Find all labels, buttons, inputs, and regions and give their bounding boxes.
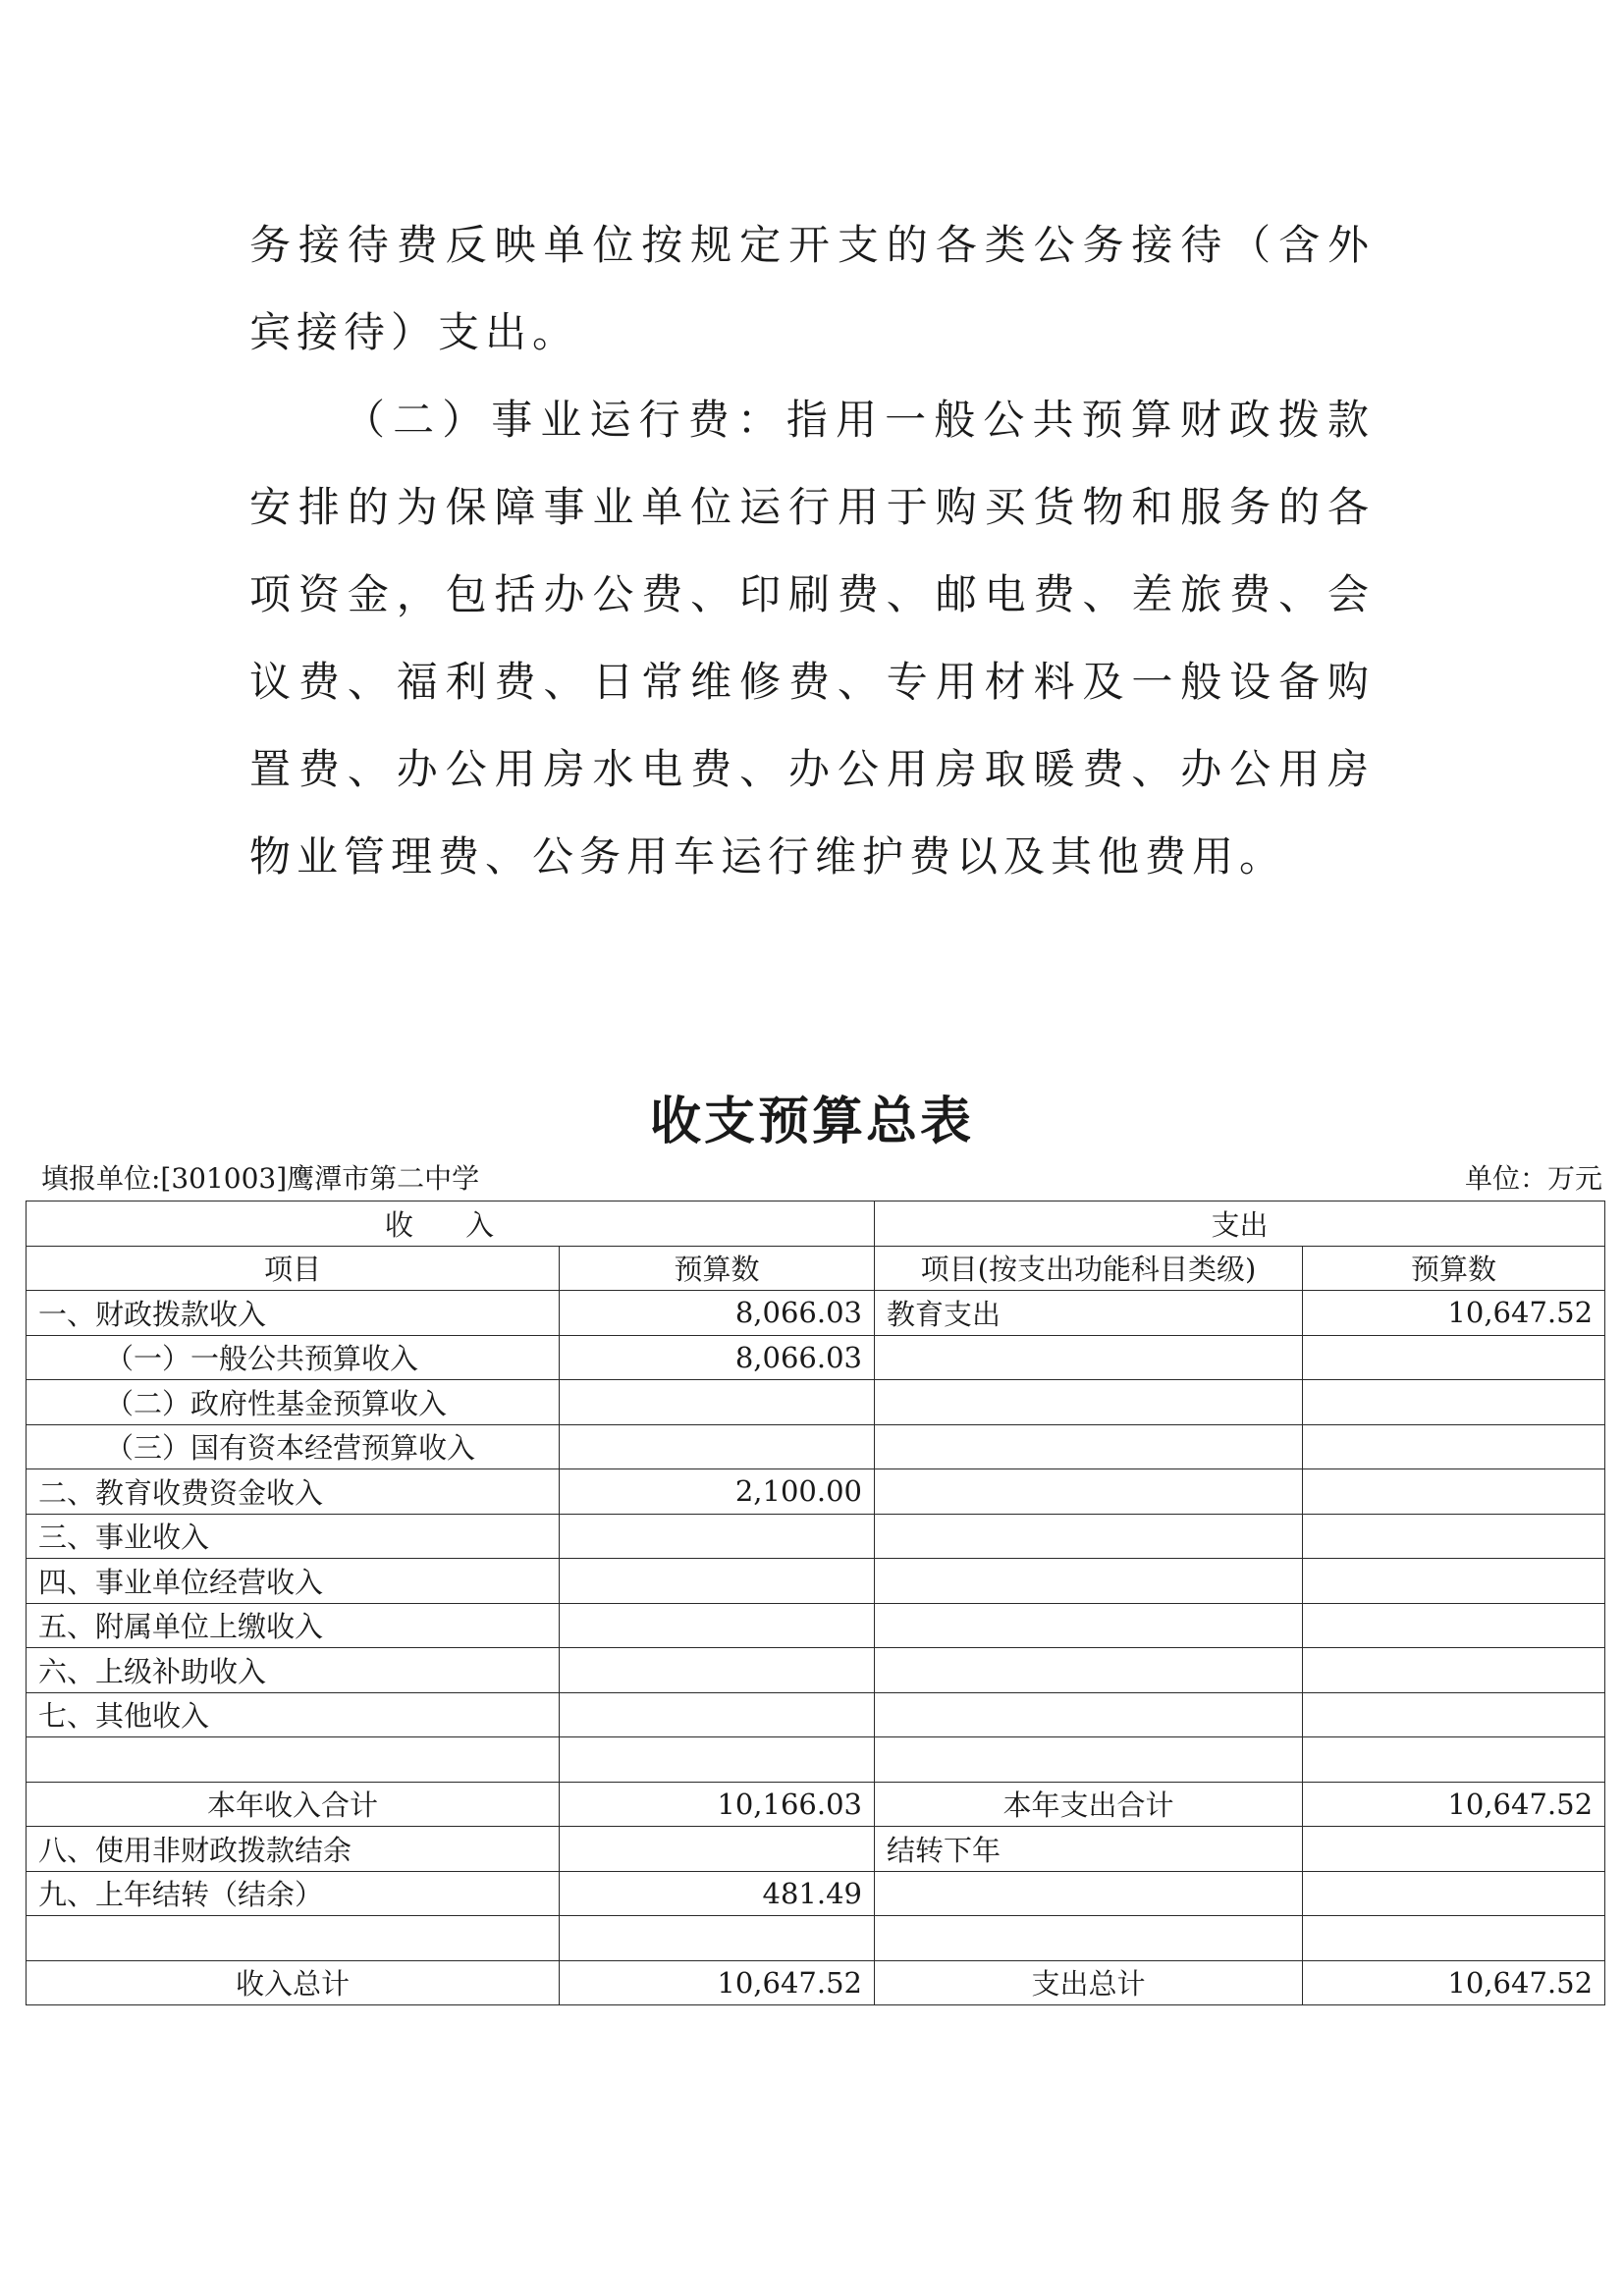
expense-budget-header: 预算数 <box>1303 1246 1605 1291</box>
expense-total-value: 10,647.52 <box>1303 1960 1605 2005</box>
expense-item: 结转下年 <box>875 1827 1303 1872</box>
income-section-header: 收 入 <box>27 1201 875 1247</box>
table-row <box>27 1871 1605 1916</box>
table-title: 收支预算总表 <box>649 1093 974 1151</box>
table-row <box>27 1291 1605 1336</box>
expense-item <box>875 1514 1303 1559</box>
table-row <box>27 1469 1605 1515</box>
expense-value <box>1303 1737 1605 1783</box>
expense-value <box>1303 1335 1605 1380</box>
expense-value: 10,647.52 <box>1303 1291 1605 1336</box>
expense-value <box>1303 1559 1605 1604</box>
table-row <box>27 1648 1605 1693</box>
expense-value <box>1303 1871 1605 1916</box>
expense-item <box>875 1916 1303 1961</box>
table-section-header <box>27 1201 1605 1247</box>
income-item: （一）一般公共预算收入 <box>27 1335 560 1380</box>
income-value <box>560 1424 875 1469</box>
income-item: （二）政府性基金预算收入 <box>27 1380 560 1425</box>
income-value <box>560 1648 875 1693</box>
paragraph-continuation: 务接待费反映单位按规定开支的各类公务接待（含外宾接待）支出。 <box>249 221 1375 356</box>
expense-item <box>875 1424 1303 1469</box>
expense-item-header: 项目(按支出功能科目类级) <box>875 1246 1303 1291</box>
expense-subtotal-value: 10,647.52 <box>1303 1782 1605 1827</box>
income-item: 六、上级补助收入 <box>27 1648 560 1693</box>
income-total-label: 收入总计 <box>27 1960 560 2005</box>
expense-value <box>1303 1380 1605 1425</box>
income-value <box>560 1692 875 1737</box>
income-value: 481.49 <box>560 1871 875 1916</box>
expense-value <box>1303 1692 1605 1737</box>
income-value: 2,100.00 <box>560 1469 875 1515</box>
income-value: 8,066.03 <box>560 1291 875 1336</box>
table-row <box>27 1559 1605 1604</box>
table-row <box>27 1514 1605 1559</box>
expense-item <box>875 1380 1303 1425</box>
expense-item <box>875 1335 1303 1380</box>
expense-subtotal-label: 本年支出合计 <box>875 1782 1303 1827</box>
body-text <box>249 201 1375 900</box>
table-row-subtotal <box>27 1782 1605 1827</box>
expense-value <box>1303 1603 1605 1648</box>
expense-item <box>875 1871 1303 1916</box>
expense-item <box>875 1559 1303 1604</box>
expense-value <box>1303 1916 1605 1961</box>
currency-unit: 单位：万元 <box>1464 1162 1602 1195</box>
income-item-header: 项目 <box>27 1246 560 1291</box>
expense-value <box>1303 1827 1605 1872</box>
table-row <box>27 1335 1605 1380</box>
table-meta <box>41 1161 1602 1197</box>
table-row-total <box>27 1960 1605 2005</box>
income-item: 九、上年结转（结余） <box>27 1871 560 1916</box>
income-item: 三、事业收入 <box>27 1514 560 1559</box>
table-row <box>27 1380 1605 1425</box>
income-total-value: 10,647.52 <box>560 1960 875 2005</box>
income-value <box>560 1514 875 1559</box>
paragraph-business-operation-expense: （二）事业运行费：指用一般公共预算财政拨款安排的为保障事业单位运行用于购买货物和服务的各项资金，包括办公费、印刷费、邮电费、差旅费、会议费、福利费、日常维修费、专用材料及一般设备购置费、办公用房水电费、办公用房取暖费、办公用房物业管理费、公务用车运行维护费以及其他费用。 <box>249 396 1375 881</box>
income-value <box>560 1559 875 1604</box>
income-item: 五、附属单位上缴收入 <box>27 1603 560 1648</box>
income-subtotal-value: 10,166.03 <box>560 1782 875 1827</box>
expense-total-label: 支出总计 <box>875 1960 1303 2005</box>
expense-value <box>1303 1424 1605 1469</box>
income-item: 四、事业单位经营收入 <box>27 1559 560 1604</box>
table-row <box>27 1737 1605 1783</box>
expense-item <box>875 1737 1303 1783</box>
income-item: 二、教育收费资金收入 <box>27 1469 560 1515</box>
expense-item <box>875 1603 1303 1648</box>
income-item <box>27 1737 560 1783</box>
income-value <box>560 1603 875 1648</box>
income-value <box>560 1737 875 1783</box>
income-subtotal-label: 本年收入合计 <box>27 1782 560 1827</box>
income-value <box>560 1827 875 1872</box>
expense-value <box>1303 1469 1605 1515</box>
income-value <box>560 1380 875 1425</box>
table-row <box>27 1603 1605 1648</box>
expense-value <box>1303 1514 1605 1559</box>
table-row <box>27 1916 1605 1961</box>
income-value <box>560 1916 875 1961</box>
table-row <box>27 1424 1605 1469</box>
income-value: 8,066.03 <box>560 1335 875 1380</box>
expense-item: 教育支出 <box>875 1291 1303 1336</box>
table-column-header <box>27 1246 1605 1291</box>
table-row <box>27 1827 1605 1872</box>
income-item: 七、其他收入 <box>27 1692 560 1737</box>
income-item: （三）国有资本经营预算收入 <box>27 1424 560 1469</box>
expense-item <box>875 1469 1303 1515</box>
reporting-unit: 填报单位:[301003]鹰潭市第二中学 <box>41 1162 480 1195</box>
income-item: 一、财政拨款收入 <box>27 1291 560 1336</box>
expense-item <box>875 1692 1303 1737</box>
income-budget-header: 预算数 <box>560 1246 875 1291</box>
expense-item <box>875 1648 1303 1693</box>
income-item: 八、使用非财政拨款结余 <box>27 1827 560 1872</box>
income-item <box>27 1916 560 1961</box>
table-row <box>27 1692 1605 1737</box>
expense-value <box>1303 1648 1605 1693</box>
expense-section-header: 支出 <box>875 1201 1605 1247</box>
budget-summary-table <box>26 1201 1605 2005</box>
